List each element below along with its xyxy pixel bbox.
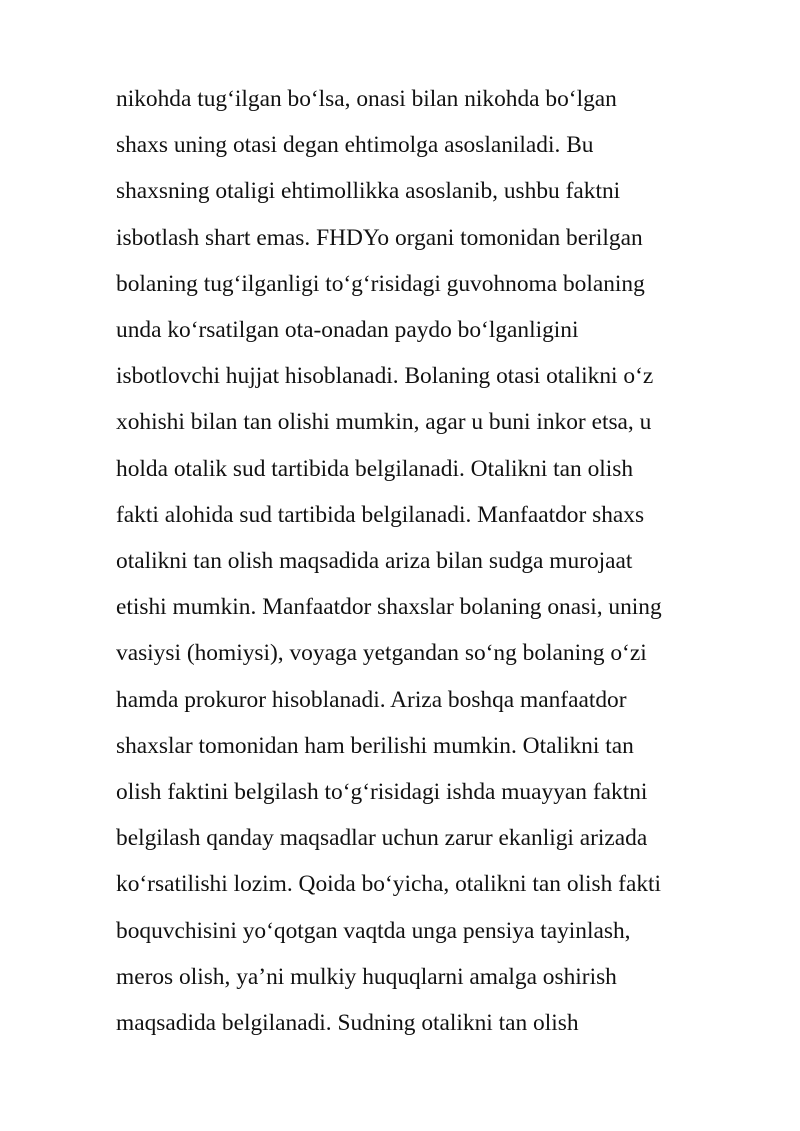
- text-line: fakti alohida sud tartibida belgilanadi. Manfaatdor shaxs: [116, 501, 645, 528]
- text-line: boquvchisini yo‘qotgan vaqtda unga pensiya tayinlash,: [116, 917, 631, 944]
- text-line: belgilash qanday maqsadlar uchun zarur ekanligi arizada: [116, 825, 648, 852]
- text-line: shaxs uning otasi degan ehtimolga asoslaniladi. Bu: [116, 132, 594, 159]
- text-line: otalikni tan olish maqsadida ariza bilan sudga murojaat: [116, 548, 633, 575]
- text-line: olish faktini belgilash to‘g‘risidagi ishda muayyan faktni: [116, 779, 648, 806]
- text-line: shaxslar tomonidan ham berilishi mumkin. Otalikni tan: [116, 732, 634, 759]
- text-line: shaxsning otaligi ehtimollikka asoslanib, ushbu faktni: [116, 178, 621, 205]
- text-line: holda otalik sud tartibida belgilanadi. Otalikni tan olish: [116, 455, 634, 482]
- text-line: isbotlash shart emas. FHDYo organi tomonidan berilgan: [116, 224, 643, 251]
- text-line: nikohda tug‘ilgan bo‘lsa, onasi bilan nikohda bo‘lgan: [116, 86, 617, 112]
- body-text: [116, 76, 756, 1046]
- text-line: ko‘rsatilishi lozim. Qoida bo‘yicha, otalikni tan olish fakti: [116, 871, 662, 898]
- text-line: meros olish, ya’ni mulkiy huquqlarni amalga oshirish: [116, 963, 617, 990]
- text-line: bolaning tug‘ilganligi to‘g‘risidagi guvohnoma bolaning: [116, 270, 645, 297]
- text-line: vasiysi (homiysi), voyaga yetgandan so‘ng bolaning o‘zi: [116, 640, 647, 667]
- text-line: xohishi bilan tan olishi mumkin, agar u buni inkor etsa, u: [116, 409, 652, 436]
- text-line: isbotlovchi hujjat hisoblanadi. Bolaning otasi otalikni o‘z: [116, 363, 654, 390]
- text-line: unda ko‘rsatilgan ota-onadan paydo bo‘lganligini: [116, 317, 579, 344]
- text-line: etishi mumkin. Manfaatdor shaxslar bolaning onasi, uning: [116, 594, 662, 621]
- text-line: maqsadida belgilanadi. Sudning otalikni tan olish: [116, 1010, 579, 1037]
- text-line: hamda prokuror hisoblanadi. Ariza boshqa manfaatdor: [116, 686, 627, 713]
